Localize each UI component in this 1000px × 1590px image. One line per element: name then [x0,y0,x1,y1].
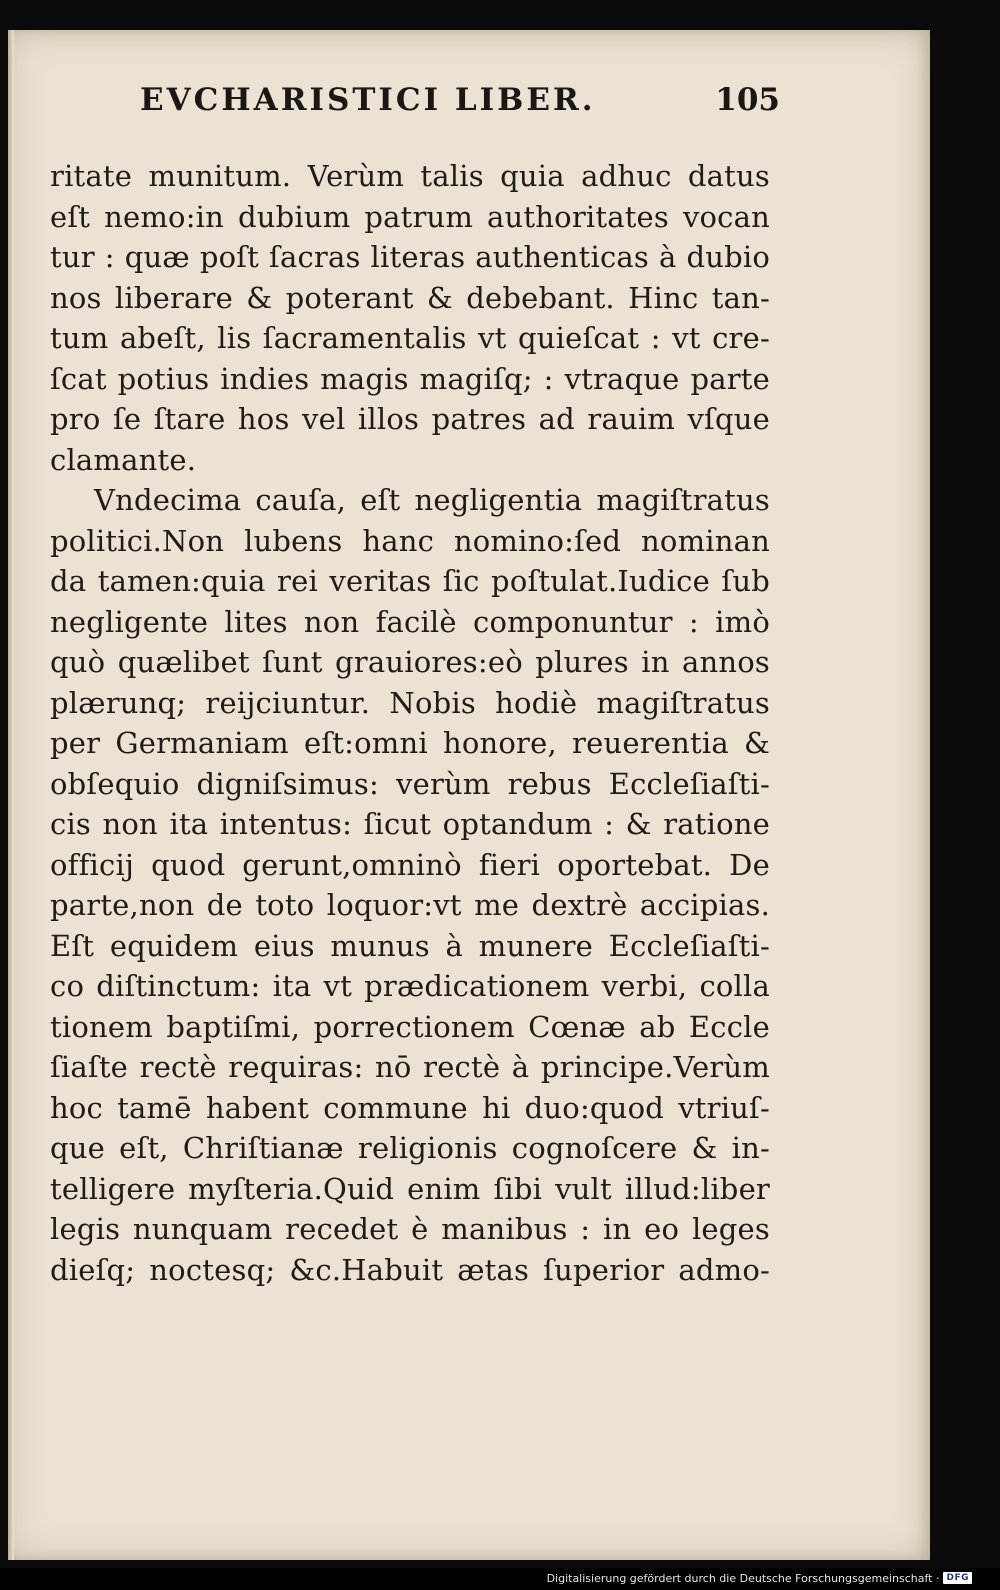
text-line: plærunq; reijciuntur. Nobis hodiè magiſtratus [50,685,770,720]
text-line: quò quælibet ſunt grauiores:eò plures in annos [50,645,770,679]
text-line: co diſtinctum: ita vt prædicationem verbi, colla [50,969,770,1003]
text-line: eſt nemo:in dubium patrum authoritates vocan [50,199,770,234]
dfg-logo: DFG [943,1572,972,1584]
footer-credit [547,1568,972,1588]
text-line: politici.Non lubens hanc nomino:ſed nominan [50,523,770,558]
funding-credit: Digitalisierung gefördert durch die Deutsche Forschungsgemeinschaft · [546,1571,940,1585]
page-edge [8,30,14,1560]
text-line: telligere myſteria.Quid enim ſibi vult illud:liber [50,1171,770,1206]
page-number: 105 [715,82,780,118]
text-line: que eſt, Chriſtianæ religionis cognoſcere & in- [50,1131,770,1165]
text-line: negligente lites non facilè componuntur : imò [50,604,770,639]
text-line: ſcat potius indies magis magiſq; : vtraque parte [50,361,770,396]
text-line: ritate munitum. Verùm talis quia adhuc datus [50,159,770,193]
text-line: dieſq; noctesq; &c.Habuit ætas ſuperior admo- [50,1252,770,1287]
text-line: clamante. [50,442,197,477]
text-line: tum abeſt, lis ſacramentalis vt quieſcat : vt cre- [50,321,770,355]
text-line: legis nunquam recedet è manibus : in eo leges [50,1212,770,1246]
body-text [50,156,770,1290]
text-line: da tamen:quia rei veritas ſic poſtulat.Iudice ſub [50,564,770,598]
text-line: nos liberare & poterant & debebant. Hinc tan- [50,280,770,315]
text-line: obſequio digniſsimus: verùm rebus Eccleſiaſti- [50,766,770,801]
text-line: tur : quæ poſt ſacras literas authenticas à dubio [50,240,770,274]
text-line: tionem baptiſmi, porrectionem Cœnæ ab Eccle [50,1009,770,1044]
running-title: EVCHARISTICI LIBER. [140,82,596,118]
running-head [140,82,780,126]
text-line: per Germaniam eſt:omni honore, reuerentia & [50,726,770,760]
text-line: officij quod gerunt,omninò fieri oportebat. De [50,847,770,882]
text-line: ſiaſte rectè requiras: nō rectè à principe.Verùm [50,1050,770,1084]
text-line: Eſt equidem eius munus à munere Eccleſiaſti- [50,928,770,963]
text-line: cis non ita intentus: ſicut optandum : & ratione [50,807,770,841]
text-line: hoc tamē habent commune hi duo:quod vtriuſ- [50,1090,770,1125]
text-line: Vndecima cauſa, eſt negligentia magiſtratus [94,483,770,517]
text-line: pro ſe ſtare hos vel illos patres ad rauim vſque [50,402,770,436]
text-line: parte,non de toto loquor:vt me dextrè accipias. [50,888,770,922]
